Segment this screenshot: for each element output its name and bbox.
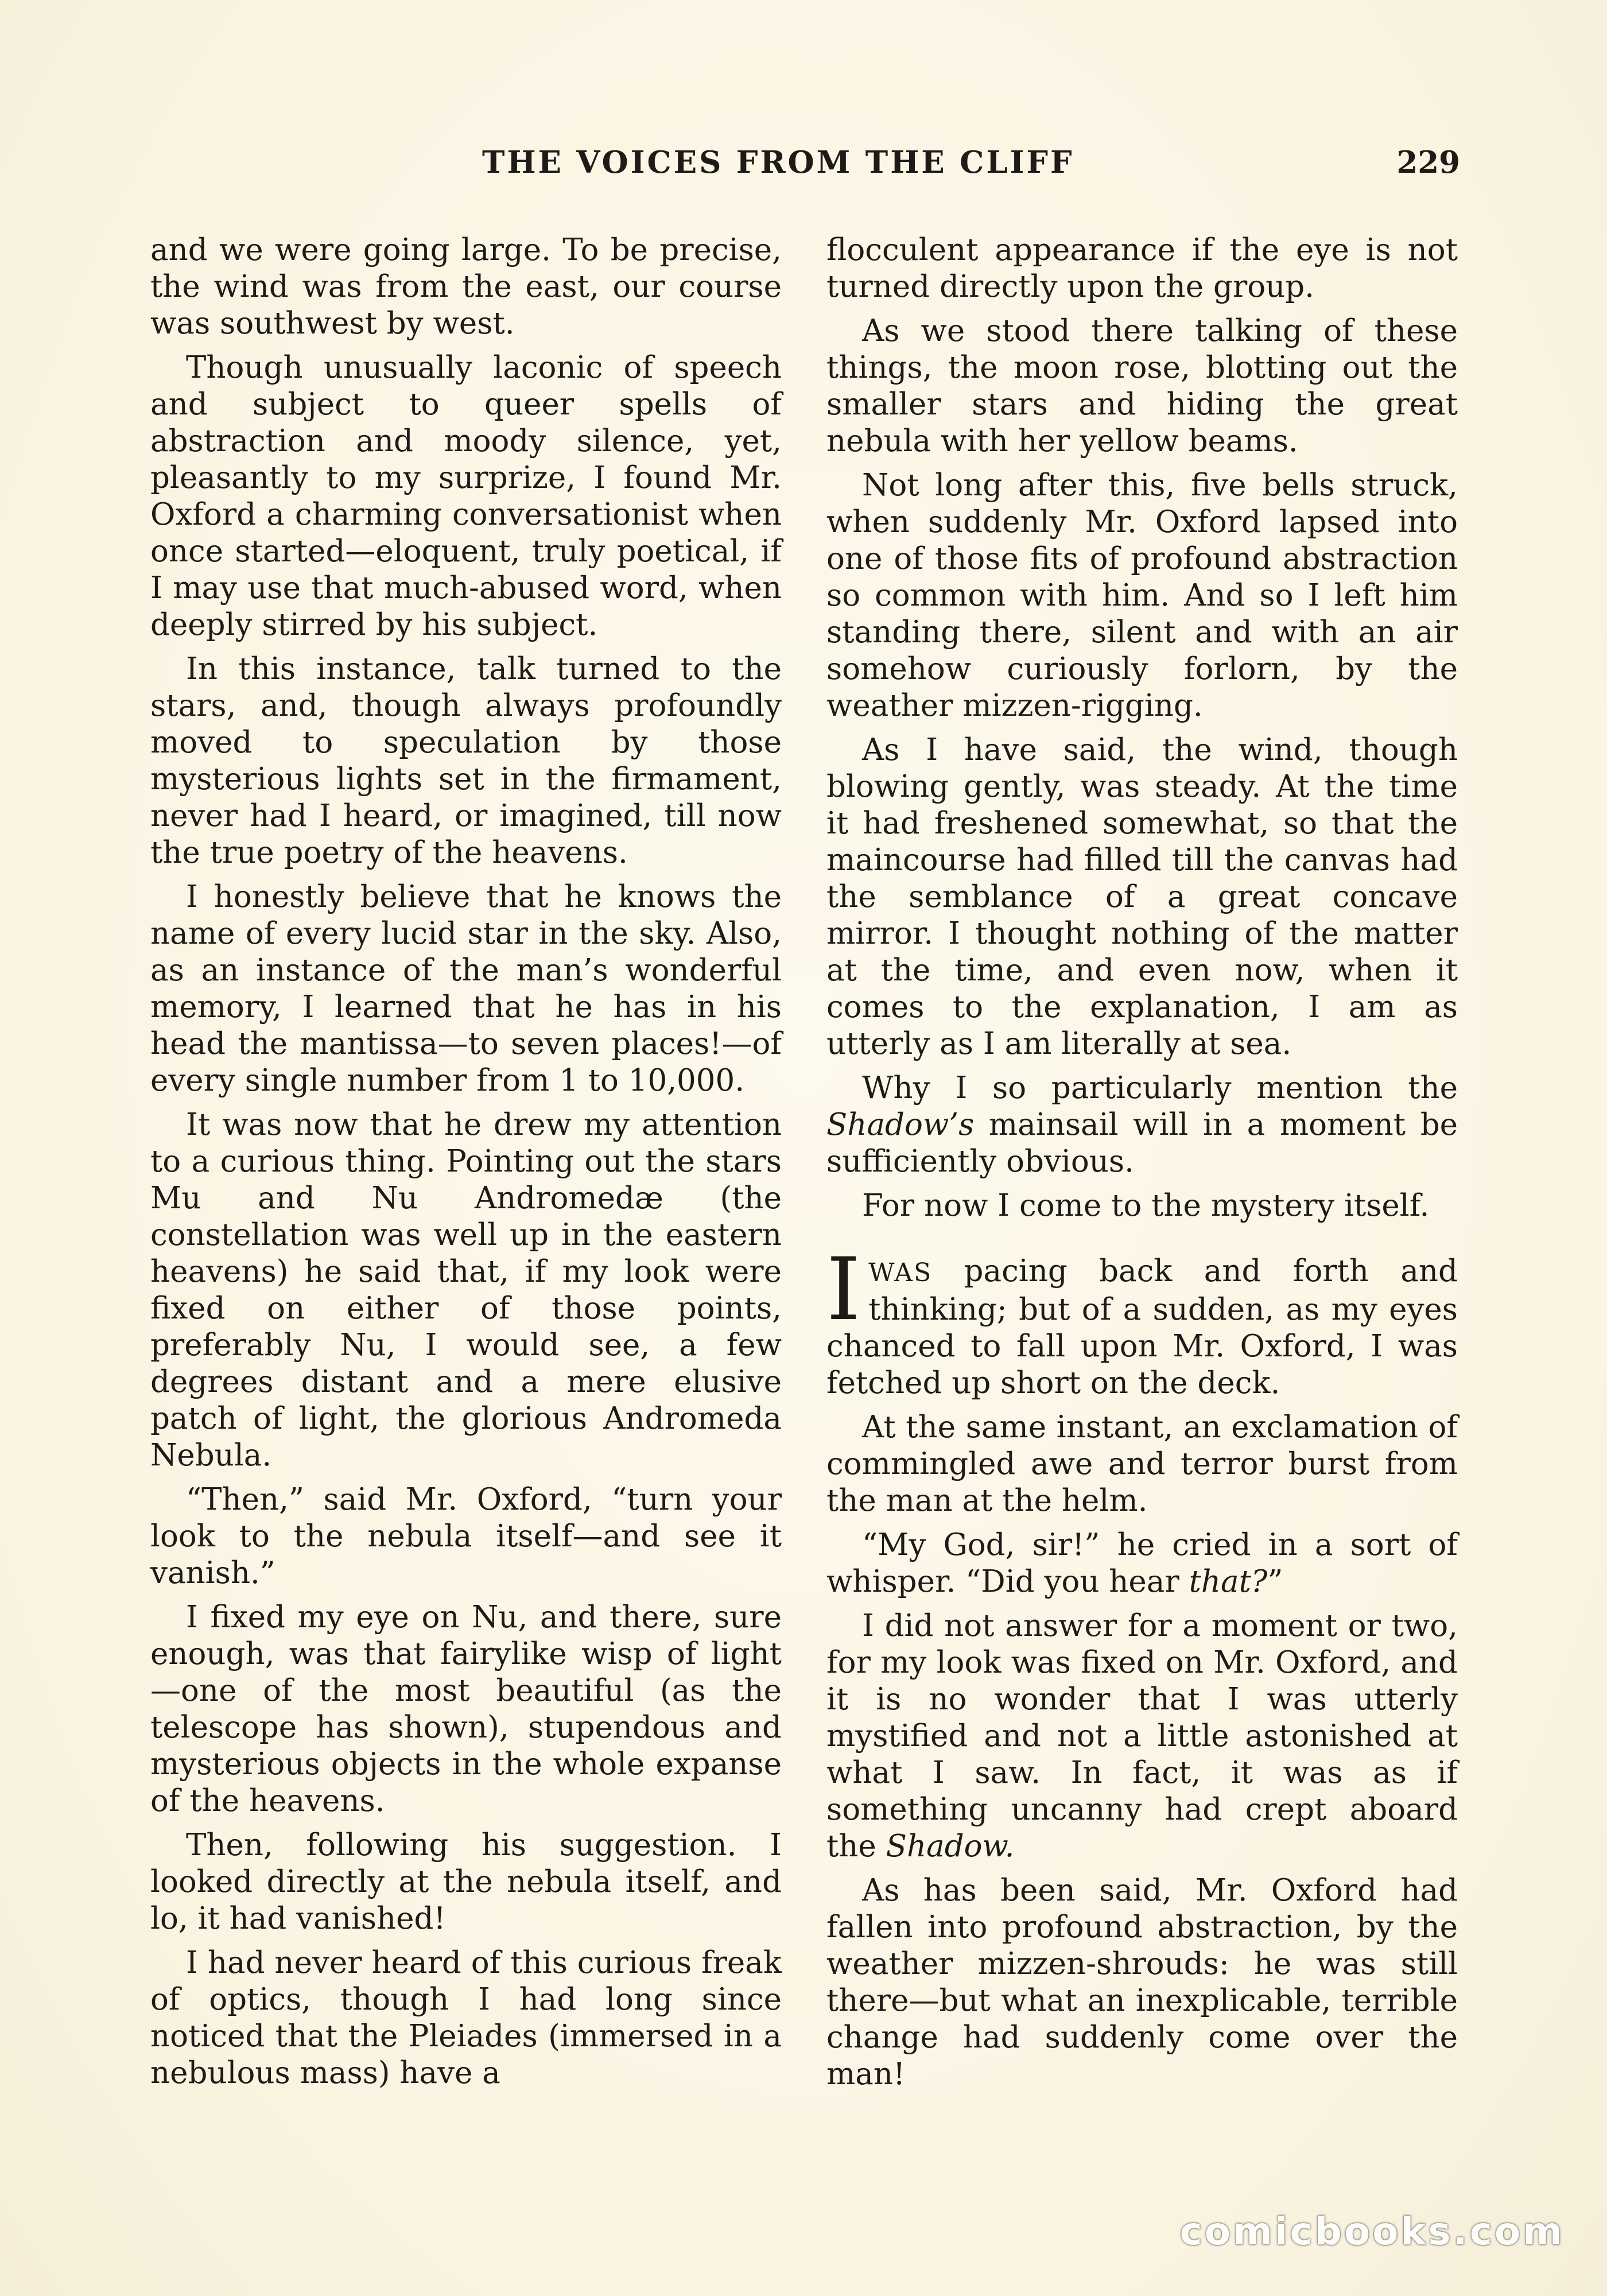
page-number: 229 <box>1396 145 1460 180</box>
paragraph: flocculent appearance if the eye is not turned directly upon the group. <box>826 232 1458 304</box>
text-run: “My God, sir!” he cried in a sort of whisper. “Did you hear <box>826 1527 1458 1599</box>
text-run: mainsail will in a moment be sufficiently obvious. <box>826 1107 1458 1179</box>
paragraph: I fixed my eye on Nu, and there, sure enough, was that fairylike wisp of light—one of the most beautiful (as the telescope has shown), stupendous and mysterious objects in the whole expanse of the heavens. <box>150 1600 782 1818</box>
paragraph: Though unusually laconic of speech and subject to queer spells of abstraction and moody silence, yet, pleasantly to my surprize, I found Mr. Oxford a charming conversationist when once started—eloquent, truly poetical, if I may use that much-abused word, when deeply stirred by his subject. <box>150 350 782 642</box>
text-run: I did not answer for a moment or two, for my look was fixed on Mr. Oxford, and it is no wonder that I was utterly mystified and not a little astonished at what I saw. In fact, it was as if something uncanny had crept aboard the <box>826 1608 1458 1864</box>
ship-name-italic: Shadow. <box>886 1829 1015 1864</box>
paragraph: As has been said, Mr. Oxford had fallen into profound abstraction, by the weather mizzen-shrouds: he was still there—but what an inexplicable, terrible change had suddenly come over the man! <box>826 1873 1458 2092</box>
ship-name-italic: Shadow’s <box>826 1107 975 1142</box>
text-run: pacing back and forth and thinking; but of a sudden, as my eyes chanced to fall upon Mr. Oxford, I was fetched up short on the deck. <box>826 1254 1458 1401</box>
text-run: Why I so particularly mention the <box>862 1071 1458 1106</box>
paragraph: I had never heard of this curious freak of optics, though I had long since noticed that the Pleiades (immersed in a nebulous mass) have a <box>150 1945 782 2091</box>
section-opening-paragraph <box>826 1240 1458 1402</box>
paragraph: As we stood there talking of these things, the moon rose, blotting out the smaller stars and hiding the great nebula with her yellow beams. <box>826 313 1458 459</box>
text-run: ” <box>1267 1564 1283 1599</box>
left-column <box>150 232 782 2099</box>
paragraph: I honestly believe that he knows the name of every lucid star in the sky. Also, as an instance of the man’s wonderful memory, I learned that he has in his head the mantissa—to seven places!—of every single number from 1 to 10,000. <box>150 879 782 1098</box>
paragraph: As I have said, the wind, though blowing gently, was steady. At the time it had freshened somewhat, so that the maincourse had filled till the canvas had the semblance of a great concave mirror. I thought nothing of the matter at the time, and even now, when it comes to the explanation, I am as utterly as I am literally at sea. <box>826 732 1458 1061</box>
running-title: THE VOICES FROM THE CLIFF <box>482 145 1074 180</box>
drop-cap: I <box>826 1240 861 1340</box>
paragraph <box>826 1070 1458 1180</box>
paragraph <box>826 1527 1458 1600</box>
running-head <box>150 145 1460 187</box>
small-caps-word: WAS <box>868 1258 933 1287</box>
paragraph: At the same instant, an exclamation of commingled awe and terror burst from the man at the helm. <box>826 1410 1458 1518</box>
watermark-logo: comicbooks.com <box>1179 2209 1565 2254</box>
paragraph: In this instance, talk turned to the stars, and, though always profoundly moved to speculation by those mysterious lights set in the firmament, never had I heard, or imagined, till now the true poetry of the heavens. <box>150 651 782 870</box>
paragraph: Then, following his suggestion. I looked directly at the nebula itself, and lo, it had vanished! <box>150 1828 782 1936</box>
paragraph <box>826 1608 1458 1865</box>
paragraph: “Then,” said Mr. Oxford, “turn your look to the nebula itself—and see it vanish.” <box>150 1482 782 1591</box>
emphasis-italic: that? <box>1189 1564 1268 1599</box>
paragraph: Not long after this, five bells struck, when suddenly Mr. Oxford lapsed into one of those fits of profound abstraction so common with him. And so I left him standing there, silent and with an air somehow curiously forlorn, by the weather mizzen-rigging. <box>826 468 1458 723</box>
paragraph: For now I come to the mystery itself. <box>862 1188 1430 1223</box>
paragraph: It was now that he drew my attention to a curious thing. Pointing out the stars Mu and Nu Andromedæ (the constellation was well up in the eastern heavens) he said that, if my look were fixed on either of those points, preferably Nu, I would see, a few degrees distant and a mere elusive patch of light, the glorious Andromeda Nebula. <box>150 1107 782 1473</box>
right-column <box>826 232 1458 2100</box>
paragraph: and we were going large. To be precise, the wind was from the east, our course was southwest by west. <box>150 232 782 341</box>
